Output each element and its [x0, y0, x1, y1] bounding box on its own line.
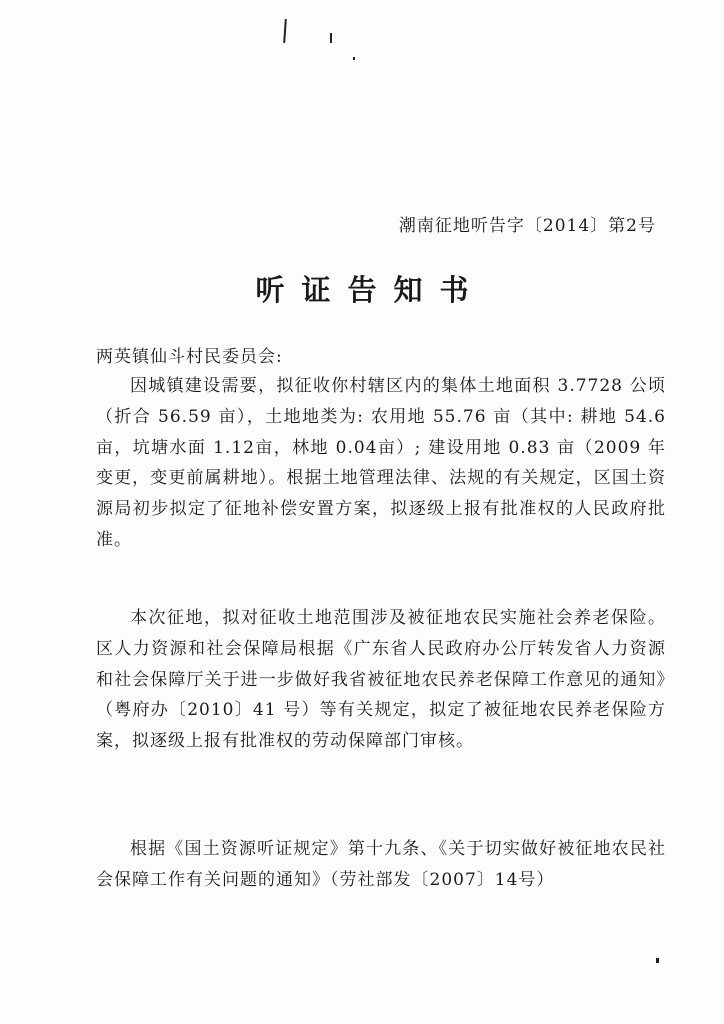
scan-artifact-mark [353, 57, 355, 60]
document-number: 潮南征地听告字〔2014〕第2号 [398, 216, 656, 236]
salutation: 两英镇仙斗村民委员会: [96, 347, 283, 367]
scan-artifact-mark [330, 33, 332, 43]
paragraph-pension-insurance: 本次征地，拟对征收土地范围涉及被征地农民实施社会养老保险。区人力资源和社会保障局根据《广东省人民政府办公厅转发省人力资源和社会保障厅关于进一步做好我省被征地农民养老保障工作意见的通知》（粤府办〔2010〕41 号）等有关规定，拟定了被征地农民养老保险方案，拟逐级上报有批准权的劳动保障部门审核。 [96, 608, 666, 752]
document-title: 听证告知书 [255, 273, 486, 307]
scan-artifact-mark [656, 958, 659, 963]
paragraph-legal-basis: 根据《国土资源听证规定》第十九条、《关于切实做好被征地农民社会保障工作有关问题的通知》（劳社部发〔2007〕14号） [96, 839, 666, 890]
paragraph-land-acquisition: 因城镇建设需要，拟征收你村辖区内的集体土地面积 3.7728 公顷（折合 56.59 亩），土地地类为: 农用地 55.76 亩（其中: 耕地 54.6亩，坑塘水面 1.12亩，林地 0.04亩）; 建设用地 0.83 亩（2009 年变更，变更前属耕地）。根据土地管理法律、法规的有关规定，区国土资源局初步拟定了征地补偿安置方案，拟逐级上报有批准权的人民政府批准。 [96, 376, 666, 550]
scan-artifact-mark [283, 19, 287, 43]
